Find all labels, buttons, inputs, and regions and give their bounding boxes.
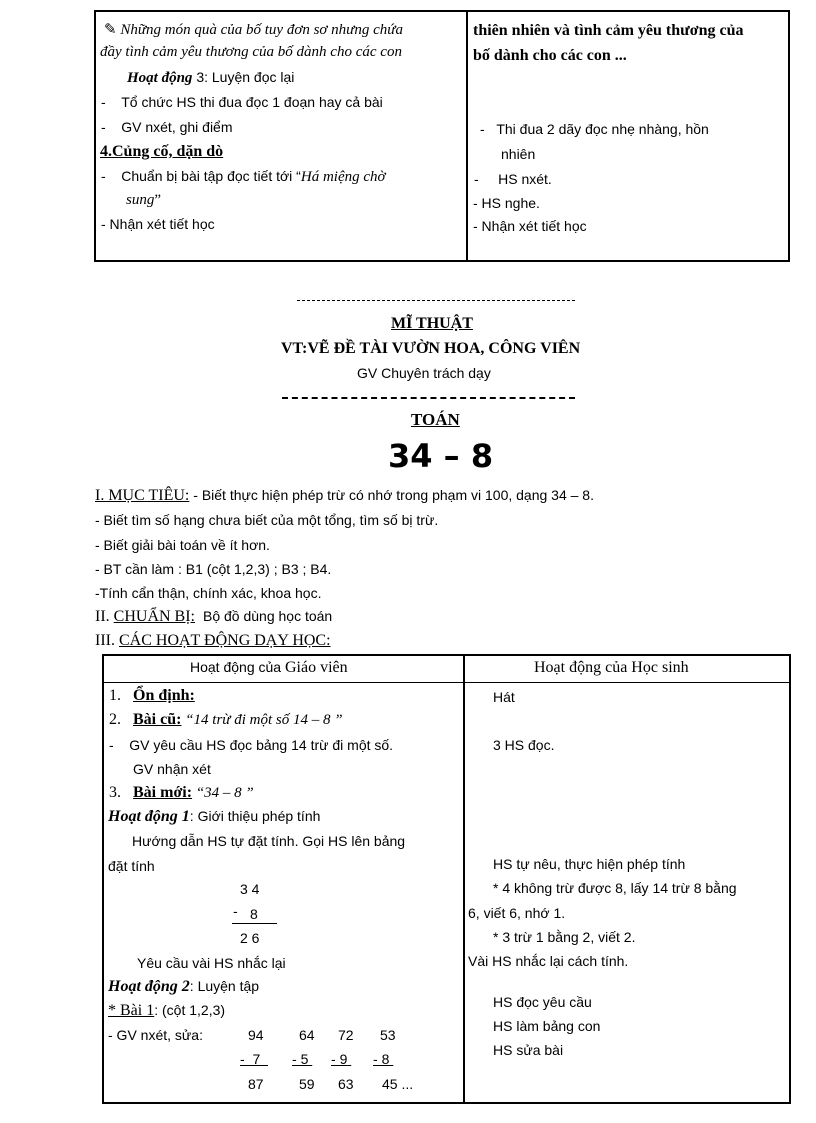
- list-item: - GV yêu cầu HS đọc bảng 14 trừ đi một số.: [109, 737, 394, 753]
- activity-1: Hoạt động 1: Giới thiệu phép tính: [108, 808, 321, 825]
- repeat-request: Yêu cầu vài HS nhắc lại: [137, 955, 286, 971]
- header-student: Hoạt động của Học sinh: [534, 659, 689, 676]
- right-line-1: thiên nhiên và tình cảm yêu thương của: [473, 22, 744, 39]
- ex-result: 59: [299, 1076, 315, 1092]
- toan-title: TOÁN: [411, 410, 460, 429]
- ex-result: 63: [338, 1076, 354, 1092]
- student-activity: HS sửa bài: [493, 1042, 564, 1058]
- list-item: - Chuẩn bị bài tập đọc tiết tới “Há miệng chờ: [101, 168, 386, 185]
- objectives-line: - Biết giải bài toán về ít hơn.: [95, 537, 270, 553]
- activity-3: Hoạt động 3: Luyện đọc lại: [127, 69, 295, 86]
- ex-minuend: 53: [380, 1027, 396, 1043]
- header-teacher: Hoạt động của Giáo viên: [190, 659, 348, 676]
- objectives-line: - BT cần làm : B1 (cột 1,2,3) ; B3 ; B4.: [95, 561, 332, 577]
- student-activity: * 3 trừ 1 bằng 2, viết 2.: [493, 929, 636, 945]
- student-activity: HS làm bảng con: [493, 1018, 601, 1034]
- section-1: 1. Ổn định:: [109, 687, 195, 704]
- preparation: II. CHUẨN BỊ: Bộ đồ dùng học toán: [95, 608, 333, 625]
- bullet-icon: ✎: [104, 22, 117, 38]
- student-activity: Vài HS nhắc lại cách tính.: [468, 953, 629, 969]
- section-2: 2. Bài cũ: “14 trừ đi một số 14 – 8 ”: [109, 711, 343, 728]
- list-item: - Nhận xét tiết học: [101, 216, 215, 232]
- quote-line-2: đầy tình cảm yêu thương của bố dành cho các con: [100, 44, 402, 60]
- lesson-title: 34 – 8: [388, 437, 494, 475]
- calc-line: [232, 923, 277, 924]
- calc-sign: -: [233, 903, 238, 919]
- quote-line-1: ✎ Những món quà của bố tuy đơn sơ nhưng chứa: [104, 22, 403, 38]
- separator: [297, 300, 575, 301]
- calc-minuend: 3 4: [240, 881, 260, 897]
- right-item-continued: nhiên: [501, 146, 536, 162]
- right-item: - Nhận xét tiết học: [473, 218, 587, 234]
- ex-minuend: 64: [299, 1027, 315, 1043]
- calc-result: 2 6: [240, 930, 260, 946]
- mi-thuat-title: MĨ THUẬT: [391, 315, 473, 332]
- calc-subtrahend: 8: [250, 906, 258, 922]
- section-3: 3. Bài mới: “34 – 8 ”: [109, 784, 254, 801]
- objectives-line: - Biết tìm số hạng chưa biết của một tổng, tìm số bị trừ.: [95, 512, 439, 528]
- header-divider: [104, 682, 789, 683]
- ex-subtrahend: - 8: [373, 1051, 390, 1067]
- column-divider: [463, 656, 465, 1102]
- student-activity: 3 HS đọc.: [493, 737, 555, 753]
- ex-minuend: 72: [338, 1027, 354, 1043]
- right-line-2: bố dành cho các con ...: [473, 47, 627, 64]
- exercise-1: * Bài 1: (cột 1,2,3): [108, 1002, 226, 1019]
- ex-subtrahend: - 7: [240, 1051, 261, 1067]
- ex-subtrahend: - 5: [292, 1051, 309, 1067]
- list-item: - Tổ chức HS thi đua đọc 1 đoạn hay cả bài: [101, 94, 383, 110]
- right-item: - HS nghe.: [473, 195, 540, 211]
- guide-line: đặt tính: [108, 858, 155, 874]
- guide-line: Hướng dẫn HS tự đặt tính. Gọi HS lên bảng: [132, 833, 406, 849]
- student-activity: HS tự nêu, thực hiện phép tính: [493, 856, 686, 872]
- column-divider: [466, 12, 468, 260]
- student-activity: Hát: [493, 689, 515, 705]
- objectives-line: I. MỤC TIÊU: - Biết thực hiện phép trừ có nhớ trong phạm vi 100, dạng 34 – 8.: [95, 487, 594, 504]
- list-item-continued: GV nhận xét: [133, 761, 211, 777]
- student-activity: * 4 không trừ được 8, lấy 14 trừ 8 bằng: [493, 880, 737, 896]
- exercise-fix-label: - GV nxét, sửa:: [108, 1027, 203, 1043]
- separator: [282, 397, 575, 399]
- student-activity: 6, viết 6, nhớ 1.: [468, 905, 566, 921]
- right-item: - Thi đua 2 dãy đọc nhẹ nhàng, hồn: [480, 121, 709, 137]
- list-item-continued: sung”: [126, 192, 162, 208]
- objectives-line: -Tính cẩn thận, chính xác, khoa học.: [95, 585, 322, 601]
- right-item: - HS nxét.: [474, 171, 552, 187]
- activities-heading: III. CÁC HOẠT ĐỘNG DẠY HỌC:: [95, 632, 331, 649]
- list-item: - GV nxét, ghi điểm: [101, 119, 233, 135]
- ex-minuend: 94: [248, 1027, 264, 1043]
- ex-subtrahend: - 9: [331, 1051, 348, 1067]
- student-activity: HS đọc yêu cầu: [493, 994, 592, 1010]
- ex-result: 45 ...: [382, 1076, 414, 1092]
- mi-thuat-teacher: GV Chuyên trách dạy: [357, 365, 491, 381]
- activity-2: Hoạt động 2: Luyện tập: [108, 978, 260, 995]
- ex-result: 87: [248, 1076, 264, 1092]
- mi-thuat-subtitle: VT:VẼ ĐỀ TÀI VƯỜN HOA, CÔNG VIÊN: [281, 340, 581, 357]
- section-4-heading: 4.Củng cố, dặn dò: [100, 143, 224, 160]
